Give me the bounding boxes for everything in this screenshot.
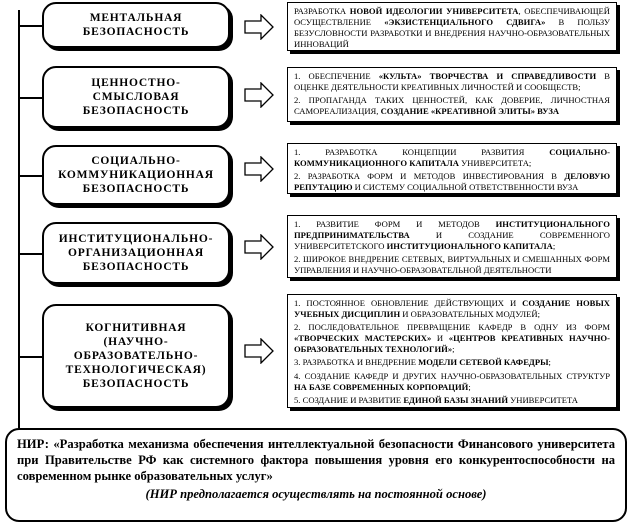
category-label-3: СОЦИАЛЬНО- КОММУНИКАЦИОННАЯ БЕЗОПАСНОСТЬ (58, 155, 214, 195)
connector-spine (18, 10, 20, 428)
measure-text-bold: НОВОЙ ИДЕОЛОГИИ УНИВЕРСИТЕТА (349, 6, 519, 16)
measure-text: И СОЗДАНИЕ СОВРЕМЕННОГО УНИВЕРСИТЕТСКОГО (294, 230, 610, 251)
arrow-icon-3 (244, 156, 274, 182)
measure-text: И ОБРАЗОВАТЕЛЬНЫХ МОДУЛЕЙ; (400, 309, 540, 319)
measure-text: 5. СОЗДАНИЕ И РАЗВИТИЕ (294, 394, 404, 405)
measure-text-bold: «ЦЕНТРОВ КРЕАТИВНЫХ НАУЧНО-ОБРАЗОВАТЕЛЬНЫХ ТЕХНОЛОГИЙ» (294, 333, 610, 355)
measure-text-bold: НА БАЗЕ СОВРЕМЕННЫХ КОРПОРАЦИЙ (294, 381, 469, 392)
measure-text: 2. РАЗРАБОТКА ФОРМ И МЕТОДОВ ИНВЕСТИРОВАНИЯ В (294, 171, 565, 182)
measure-text-bold: «ТВОРЧЕСКИХ МАСТЕРСКИХ» (294, 333, 432, 344)
measure-text-bold: ИНСТИТУЦИОНАЛЬНОГО ПРЕДПРИНИМАТЕЛЬСТВА (294, 219, 610, 240)
measure-item (294, 219, 610, 252)
category-box-1 (42, 2, 230, 48)
measure-item (294, 6, 610, 50)
measures-box-1 (287, 2, 617, 51)
measure-text: ; (452, 344, 455, 355)
category-box-4 (42, 222, 230, 284)
connector-tick-2 (18, 97, 42, 99)
measure-text: 1. РАЗВИТИЕ ФОРМ И МЕТОДОВ (294, 219, 496, 229)
measure-text: 3. РАЗРАБОТКА И ВНЕДРЕНИЕ (294, 357, 419, 368)
category-label-1: МЕНТАЛЬНАЯ БЕЗОПАСНОСТЬ (82, 12, 190, 38)
measures-box-5 (287, 294, 617, 408)
measure-item (294, 298, 610, 320)
measure-text: ; (548, 357, 551, 368)
measure-item (294, 95, 610, 117)
category-label-2: ЦЕННОСТНО- СМЫСЛОВАЯ БЕЗОПАСНОСТЬ (82, 77, 190, 117)
research-project-note: (НИР предполагается осуществлять на постоянной основе) (145, 487, 487, 501)
category-box-3 (42, 145, 230, 205)
arrow-icon-1 (244, 14, 274, 40)
measure-text: 1. ОБЕСПЕЧЕНИЕ (294, 71, 379, 81)
measure-text: 2. ПРОПАГАНДА ТАКИХ ЦЕННОСТЕЙ, КАК ДОВЕРИЕ, ЛИЧНОСТНАЯ САМОРЕАЛИЗАЦИЯ, (294, 95, 610, 117)
measure-text-bold: СОЦИАЛЬНО-КОММУНИКАЦИОННОГО КАПИТАЛА (294, 147, 610, 168)
arrow-icon-2 (244, 82, 274, 108)
connector-tick-3 (18, 175, 42, 177)
measure-text: РАЗРАБОТКА (294, 6, 350, 16)
arrow-icon-4 (244, 234, 274, 260)
research-project-box (5, 428, 627, 522)
connector-tick-5 (18, 356, 42, 358)
measure-text-bold: «ЭКЗИСТЕНЦИАЛЬНОГО СДВИГА» (384, 17, 546, 27)
measure-item (294, 395, 610, 406)
measure-text-bold: СОЗДАНИЕ НОВЫХ УЧЕБНЫХ ДИСЦИПЛИН (294, 298, 611, 319)
connector-tick-1 (18, 25, 42, 27)
connector-tick-4 (18, 253, 42, 255)
measure-item (294, 371, 610, 393)
measure-item (294, 147, 610, 169)
arrow-icon-5 (244, 338, 274, 364)
measure-text-bold: ЕДИНОЙ БАЗЫ ЗНАНИЙ (403, 394, 509, 405)
measure-text: И СИСТЕМУ СОЦИАЛЬНОЙ ОТВЕТСТВЕННОСТИ ВУЗА (352, 182, 579, 193)
measures-box-2 (287, 67, 617, 122)
category-box-5 (42, 304, 230, 408)
measure-item (294, 171, 610, 193)
measure-item (294, 71, 610, 93)
measures-box-3 (287, 143, 617, 194)
measure-text: В ОЦЕНКЕ ДЕЯТЕЛЬНОСТИ КРЕАТИВНЫХ ЛИЧНОСТЕЙ И СООБЩЕСТВ; (294, 71, 610, 92)
category-label-4: ИНСТИТУЦИОНАЛЬНО- ОРГАНИЗАЦИОННАЯ БЕЗОПАСНОСТЬ (58, 233, 214, 273)
measure-text-bold: «КУЛЬТА» ТВОРЧЕСТВА И СПРАВЕДЛИВОСТИ (378, 71, 597, 81)
measure-text: , ОБЕСПЕЧИВАЮЩЕЙ ОСУЩЕСТВЛЕНИЕ (294, 6, 611, 27)
measure-item (294, 254, 610, 276)
measure-text: И (431, 333, 449, 344)
measure-text: 2. ПОСЛЕДОВАТЕЛЬНОЕ ПРЕВРАЩЕНИЕ КАФЕДР В ОДНУ ИЗ ФОРМ (294, 322, 610, 333)
measure-text-bold: ИНСТИТУЦИОНАЛЬНОГО КАПИТАЛА (386, 241, 553, 251)
measure-text: ; (468, 381, 471, 392)
measure-item (294, 322, 610, 355)
measure-text: 4. СОЗДАНИЕ КАФЕДР И ДРУГИХ НАУЧНО-ОБРАЗОВАТЕЛЬНЫХ СТРУКТУР (294, 370, 610, 381)
measure-text: 2. ШИРОКОЕ ВНЕДРЕНИЕ СЕТЕВЫХ, ВИРТУАЛЬНЫХ И СМЕШАННЫХ ФОРМ УПРАВЛЕНИЯ И НАУЧНО-ОБРАЗОВАТЕЛЬНОЙ ДЕЯТЕЛЬНОСТИ (294, 254, 610, 276)
measures-box-4 (287, 215, 617, 278)
measure-text: УНИВЕРСИТЕТА; (458, 158, 532, 168)
research-project-title: НИР: «Разработка механизма обеспечения интеллектуальной безопасности Финансового университета при Правительстве РФ как системного фактора повышения уровня его конкурентоспособности на современном рынке образовательных услуг» (17, 437, 615, 483)
measure-text: В ПОЛЬЗУ БЕЗУСЛОВНОСТИ РАЗРАБОТКИ И ВНЕДРЕНИЯ НАУЧНО-ОБРАЗОВАТЕЛЬНЫХ ИННОВАЦИЙ (294, 17, 610, 49)
measure-text-bold: МОДЕЛИ СЕТЕВОЙ КАФЕДРЫ (418, 357, 549, 368)
measure-text: 1. РАЗРАБОТКА КОНЦЕПЦИИ РАЗВИТИЯ (294, 147, 550, 157)
measure-text-bold: ДЕЛОВУЮ РЕПУТАЦИЮ (294, 171, 610, 193)
measure-text: УНИВЕРСИТЕТА (508, 394, 579, 405)
measure-item (294, 357, 610, 368)
category-box-2 (42, 66, 230, 128)
category-label-5: КОГНИТИВНАЯ (НАУЧНО-ОБРАЗОВАТЕЛЬНО- ТЕХНОЛОГИЧЕСКАЯ) БЕЗОПАСНОСТЬ (65, 322, 207, 390)
measure-text-bold: СОЗДАНИЕ «КРЕАТИВНОЙ ЭЛИТЫ» ВУЗА (380, 106, 560, 117)
measure-text: 1. ПОСТОЯННОЕ ОБНОВЛЕНИЕ ДЕЙСТВУЮЩИХ И (294, 298, 523, 308)
measure-text: ; (552, 241, 556, 251)
